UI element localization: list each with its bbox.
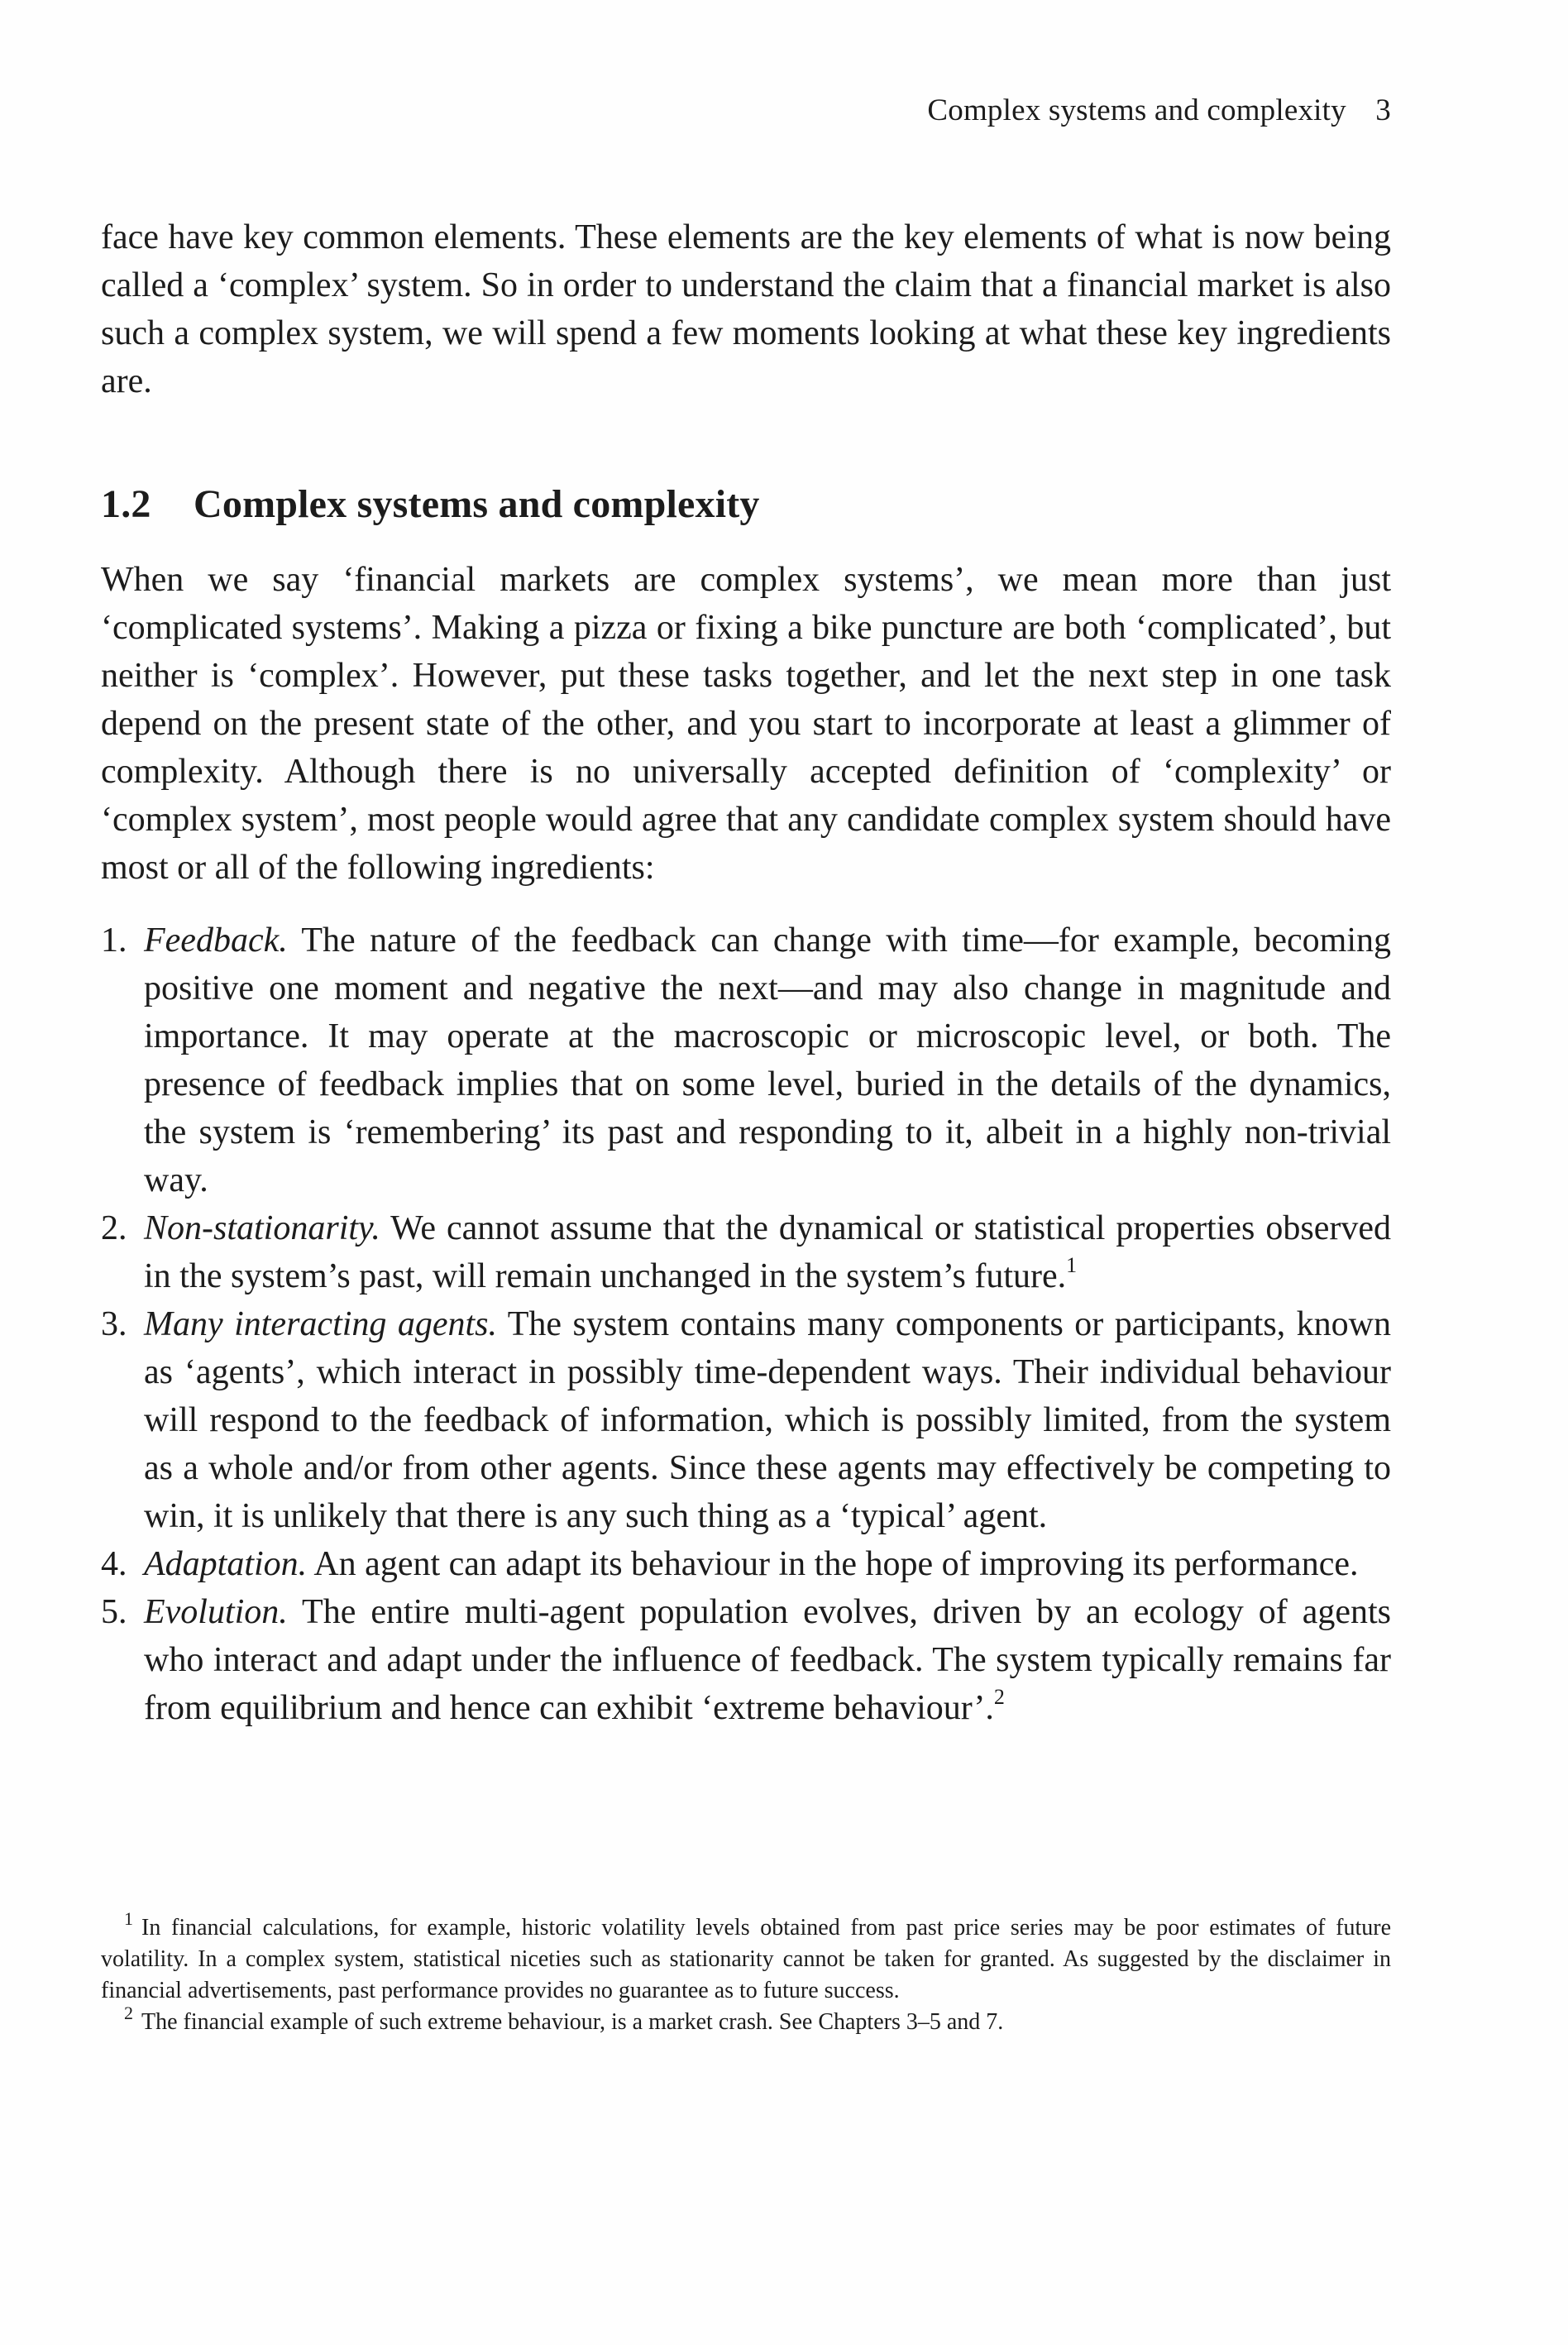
footnote: [101, 1908, 1391, 2007]
list-item: [101, 916, 1391, 1204]
footnote-text: In financial calculations, for example, historic volatility levels obtained from past price series may be poor estimates of future volatility. In a complex system, statistical niceties such as stationarity cannot be taken for granted. As suggested by the disclaimer in financial advertisements, past performance provides no guarantee as to future success.: [101, 1915, 1391, 2003]
section-heading: [101, 481, 760, 527]
page-number: 3: [1375, 93, 1391, 127]
section-number: 1.2: [101, 482, 151, 526]
list-item-term: Non-stationarity.: [144, 1209, 380, 1247]
footnote: [101, 2003, 1391, 2038]
list-item-number: 3.: [101, 1305, 127, 1343]
list-item-number: 1.: [101, 921, 127, 960]
list-item-term: Many interacting agents.: [144, 1305, 498, 1343]
list-item-number: 2.: [101, 1209, 127, 1247]
section-paragraph: When we say ‘financial markets are complex systems’, we mean more than just ‘complicated systems’. Making a pizza or fixing a bike puncture are both ‘complicated’, but neither is ‘complex’. However, put these tasks together, and let the next step in one task depend on the present state of the other, and you start to incorporate at least a glimmer of complexity. Although there is no universally accepted definition of ‘complexity’ or ‘complex system’, most people would agree that any candidate complex system should have most or all of the following ingredients:: [101, 561, 1391, 887]
list-item: [101, 1540, 1391, 1588]
list-item-number: 5.: [101, 1593, 127, 1631]
list-item-text: The system contains many components or participants, known as ‘agents’, which interact in possibly time-dependent ways. Their individual behaviour will respond to the feedback of information, which is possibly limited, from the system as a whole and/or from other agents. Since these agents may effectively be competing to win, it is unlikely that there is any such thing as a ‘typical’ agent.: [144, 1305, 1391, 1535]
intro-block: [101, 213, 1391, 405]
running-head-title: Complex systems and complexity: [927, 93, 1346, 127]
list-item-term: Adaptation.: [144, 1545, 308, 1583]
footnote-mark: 2: [124, 2003, 133, 2023]
list-item-text: We cannot assume that the dynamical or statistical properties observed in the system’s past, will remain unchanged in the system’s future.: [144, 1209, 1391, 1295]
list-item-number: 4.: [101, 1545, 127, 1583]
ingredients-list: [101, 916, 1391, 1732]
list-item-text: An agent can adapt its behaviour in the hope of improving its performance.: [307, 1545, 1359, 1583]
running-head: [927, 93, 1391, 128]
list-item-text: The entire multi-agent population evolves, driven by an ecology of agents who interact and adapt under the influence of feedback. The system typically remains far from equilibrium and hence can exhibit ‘extreme behaviour’.: [144, 1593, 1391, 1727]
footnote-reference[interactable]: 2: [993, 1685, 1005, 1709]
intro-paragraph: face have key common elements. These elements are the key elements of what is now being called a ‘complex’ system. So in order to understand the claim that a financial market is also such a complex system, we will spend a few moments looking at what these key ingredients are.: [101, 218, 1391, 400]
list-item-text: The nature of the feedback can change with time—for example, becoming positive one moment and negative the next—and may also change in magnitude and importance. It may operate at the macroscopic or microscopic level, or both. The presence of feedback implies that on some level, buried in the details of the dynamics, the system is ‘remembering’ its past and responding to it, albeit in a highly non-trivial way.: [144, 921, 1391, 1199]
footnote-reference[interactable]: 1: [1066, 1253, 1078, 1277]
list-item-term: Evolution.: [144, 1593, 288, 1631]
footnotes: [101, 1908, 1391, 2038]
section-title: Complex systems and complexity: [194, 482, 760, 526]
footnote-mark: 1: [124, 1908, 133, 1929]
footnote-text: The financial example of such extreme behaviour, is a market crash. See Chapters 3–5 and 7.: [141, 2009, 1004, 2035]
list-item-term: Feedback.: [144, 921, 288, 960]
section-body: [101, 556, 1391, 892]
list-item: [101, 1204, 1391, 1300]
list-item: [101, 1300, 1391, 1540]
list-item: [101, 1588, 1391, 1732]
